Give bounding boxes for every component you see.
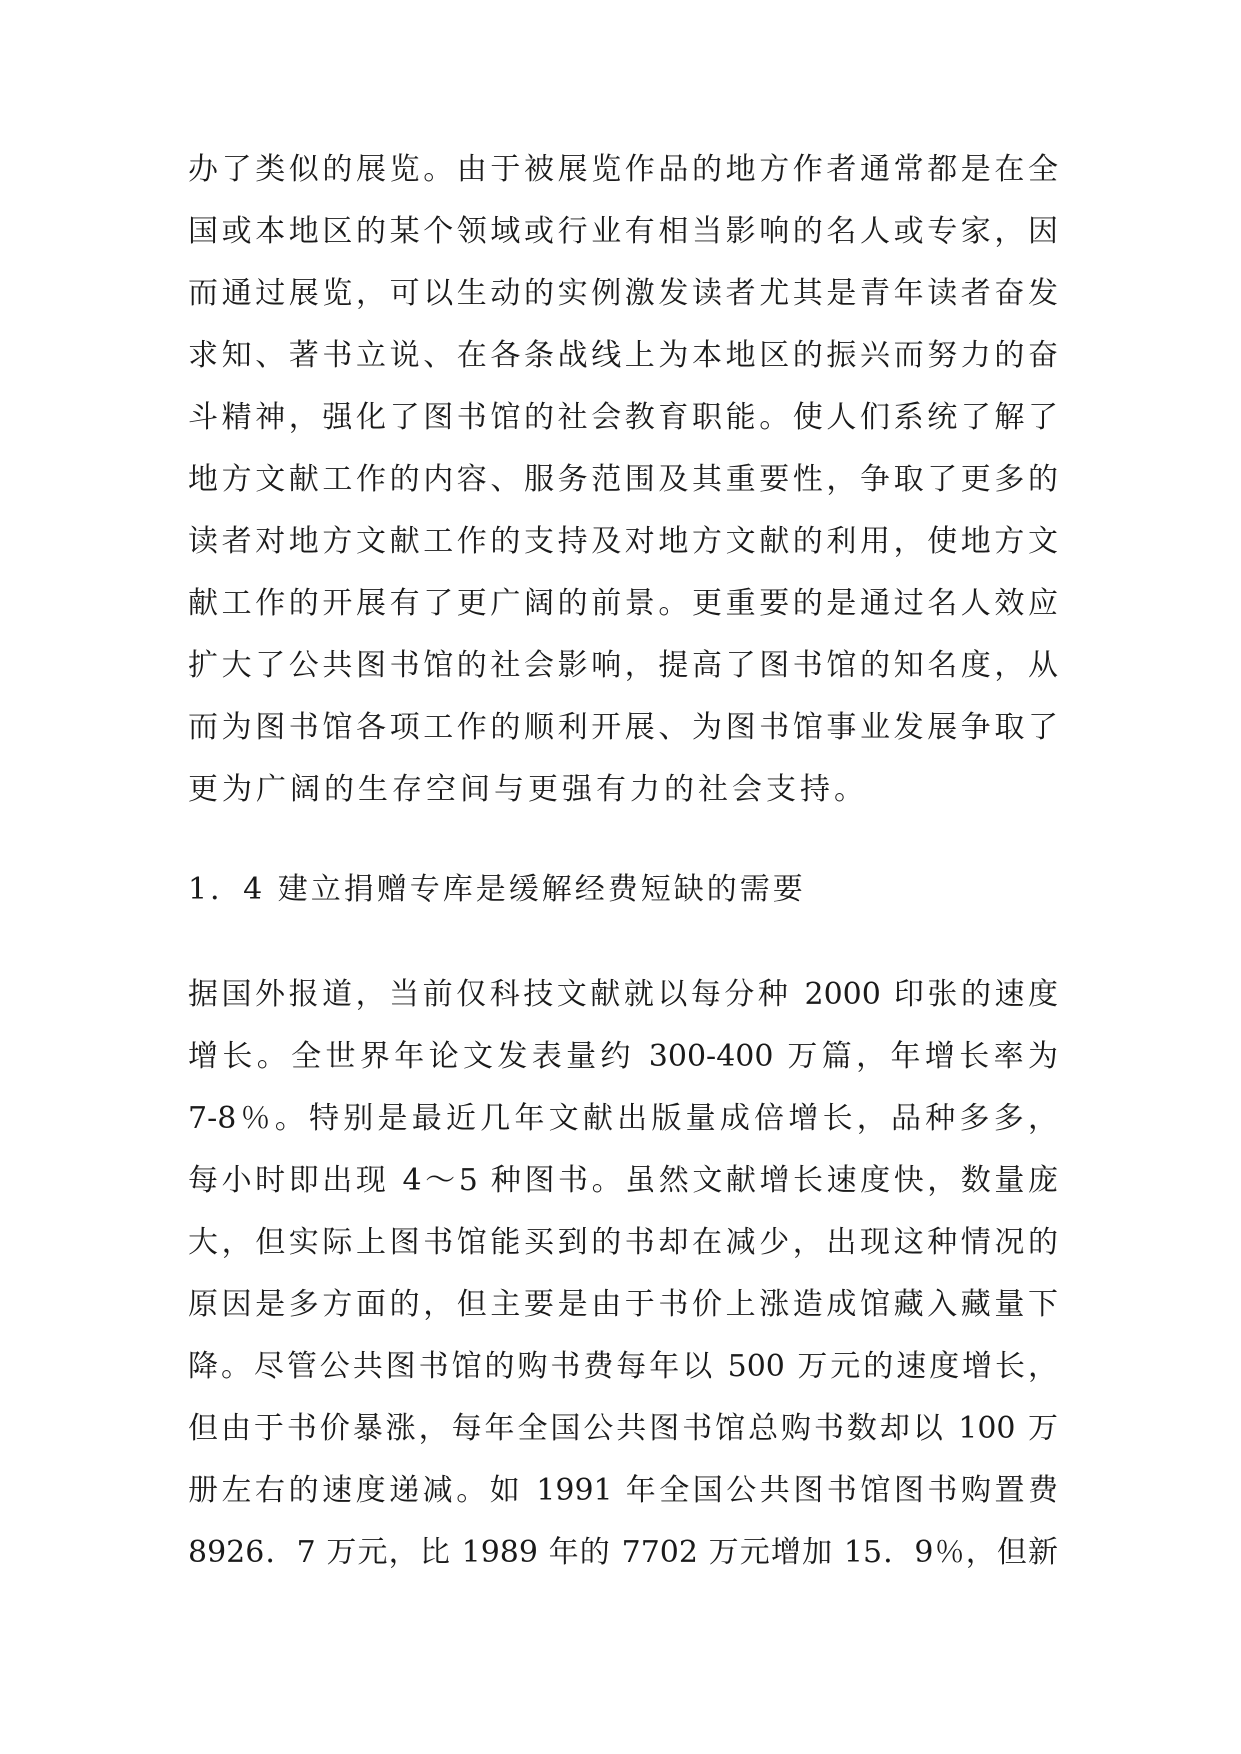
paragraph-line: 每小时即出现 4～5 种图书。虽然文献增长速度快，数量庞 <box>188 1163 1058 1198</box>
paragraph-line: 大，但实际上图书馆能买到的书却在减少，出现这种情况的 <box>188 1225 1058 1260</box>
paragraph-line: 但由于书价暴涨，每年全国公共图书馆总购书数却以 100 万 <box>188 1411 1058 1446</box>
paragraph-line: 7-8％。特别是最近几年文献出版量成倍增长，品种多多， <box>188 1101 1058 1136</box>
paragraph-line: 献工作的开展有了更广阔的前景。更重要的是通过名人效应 <box>188 586 1058 621</box>
paragraph-line: 原因是多方面的，但主要是由于书价上涨造成馆藏入藏量下 <box>188 1287 1058 1322</box>
section-heading: 1．4 建立捐赠专库是缓解经费短缺的需要 <box>188 872 806 907</box>
paragraph-line: 扩大了公共图书馆的社会影响，提高了图书馆的知名度，从 <box>188 648 1058 683</box>
paragraph-line: 更为广阔的生存空间与更强有力的社会支持。 <box>188 772 868 807</box>
paragraph-line: 而为图书馆各项工作的顺利开展、为图书馆事业发展争取了 <box>188 710 1058 745</box>
paragraph-line: 国或本地区的某个领域或行业有相当影响的名人或专家，因 <box>188 214 1058 249</box>
paragraph-line: 增长。全世界年论文发表量约 300-400 万篇，年增长率为 <box>188 1039 1058 1074</box>
paragraph-line: 而通过展览，可以生动的实例激发读者尤其是青年读者奋发 <box>188 276 1058 311</box>
paragraph-line: 8926．7 万元，比 1989 年的 7702 万元增加 15．9％，但新 <box>188 1535 1058 1570</box>
paragraph-line: 据国外报道，当前仅科技文献就以每分种 2000 印张的速度 <box>188 977 1058 1012</box>
paragraph-line: 斗精神，强化了图书馆的社会教育职能。使人们系统了解了 <box>188 400 1058 435</box>
paragraph-line: 求知、著书立说、在各条战线上为本地区的振兴而努力的奋 <box>188 338 1058 373</box>
paragraph-line: 办了类似的展览。由于被展览作品的地方作者通常都是在全 <box>188 152 1058 187</box>
paragraph-line: 读者对地方文献工作的支持及对地方文献的利用，使地方文 <box>188 524 1058 559</box>
paragraph-line: 地方文献工作的内容、服务范围及其重要性，争取了更多的 <box>188 462 1058 497</box>
paragraph-line: 降。尽管公共图书馆的购书费每年以 500 万元的速度增长， <box>188 1349 1058 1384</box>
paragraph-line: 册左右的速度递减。如 1991 年全国公共图书馆图书购置费 <box>188 1473 1058 1508</box>
